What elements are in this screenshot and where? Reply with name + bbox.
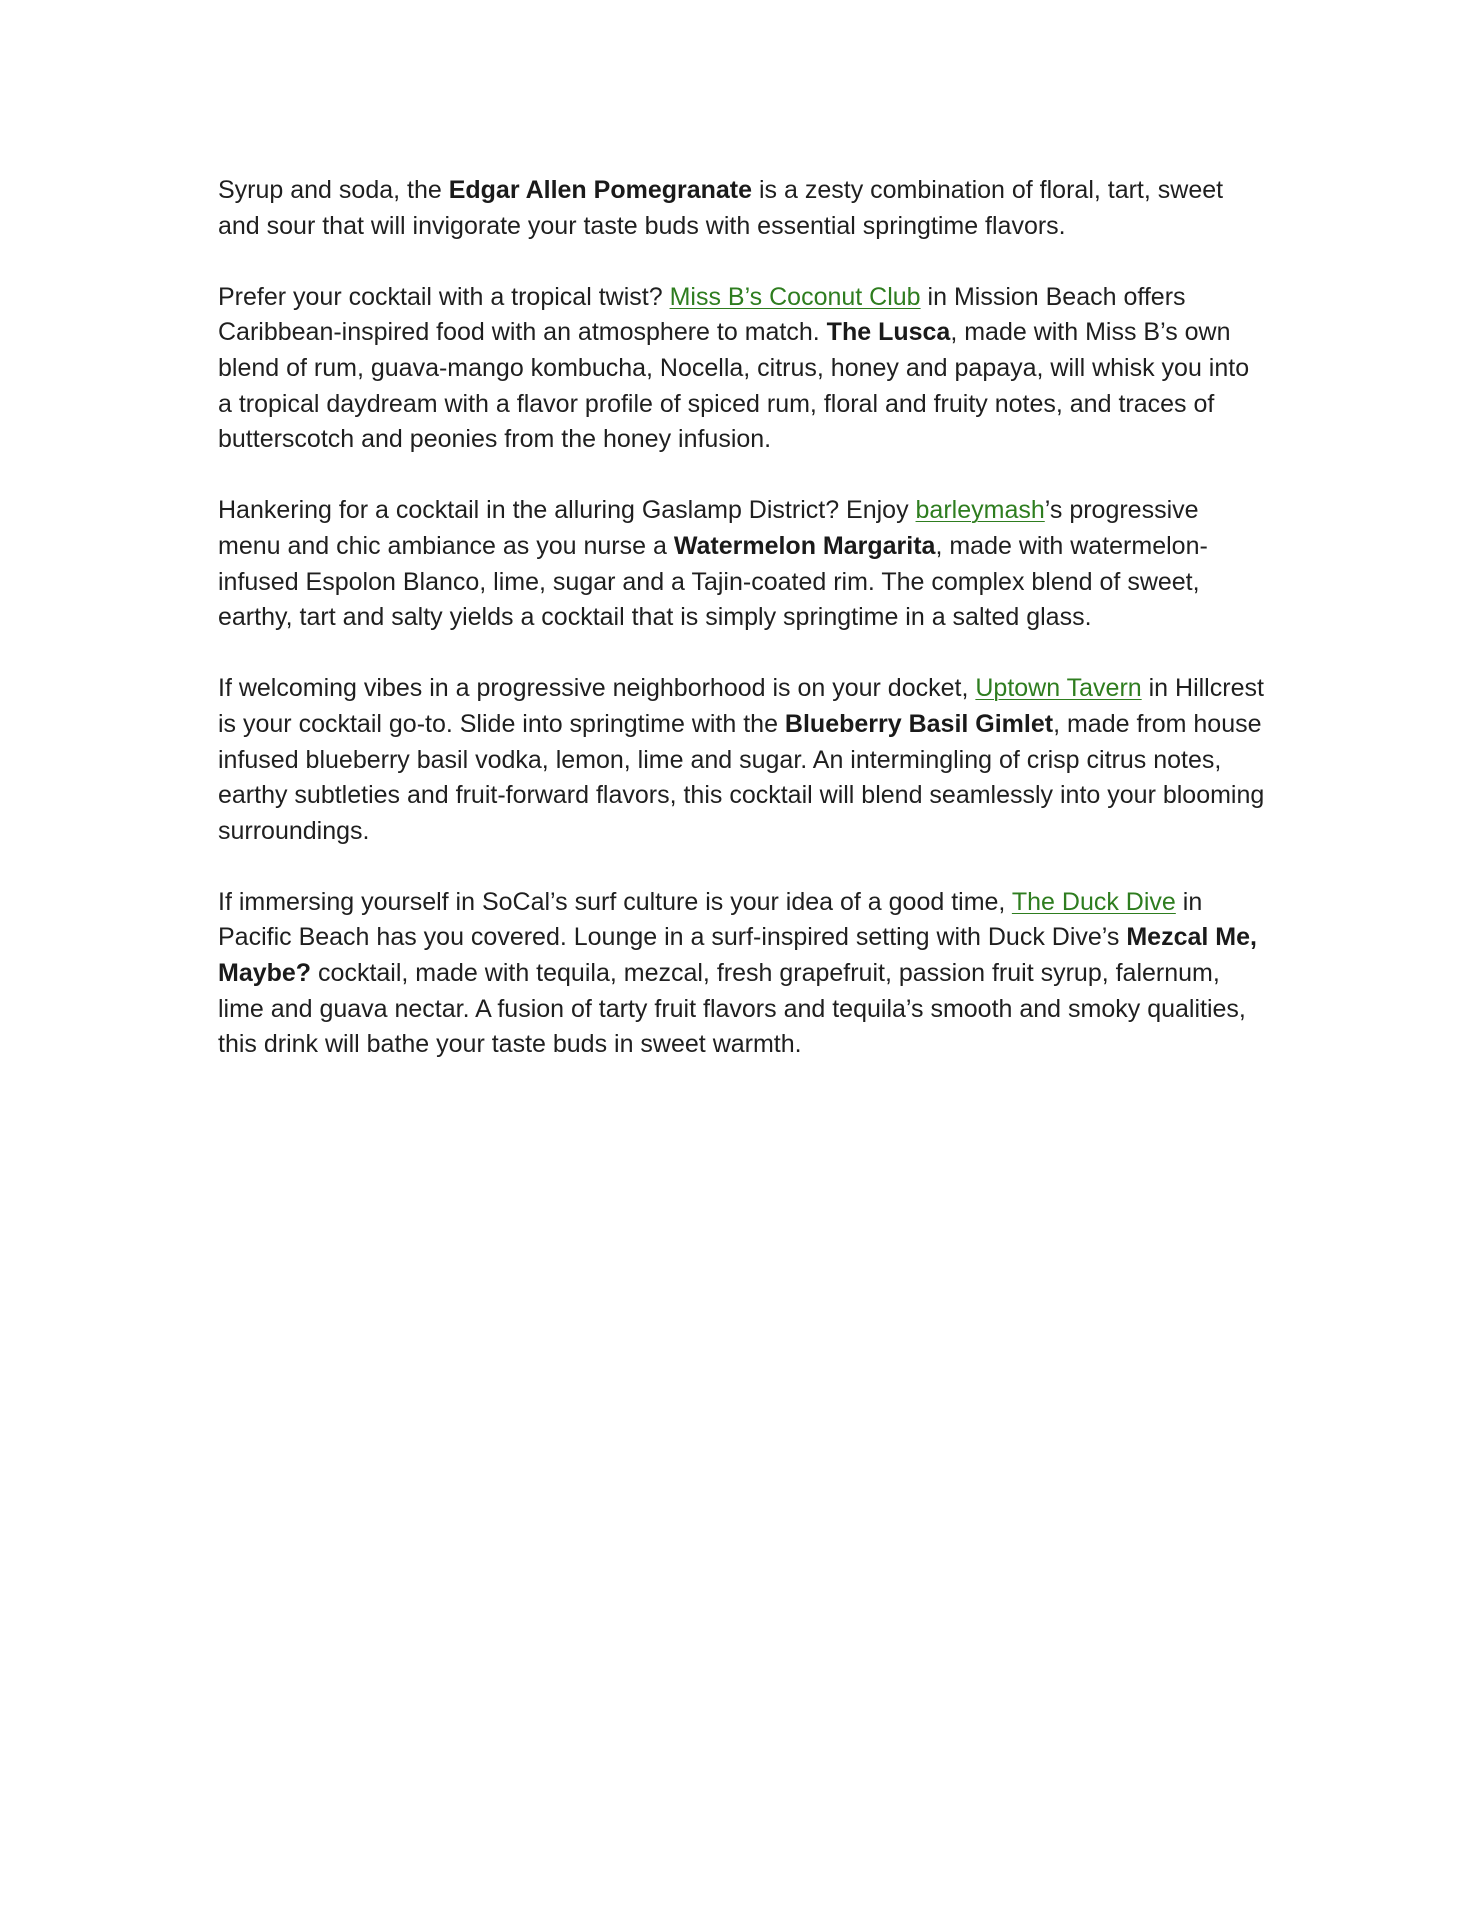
cocktail-name: Blueberry Basil Gimlet (784, 709, 1054, 738)
text-run: ’s progressive menu and chic ambiance as you nurse a (218, 496, 1199, 560)
text-run: , made with watermelon-infused Espolon Blanco, lime, sugar and a Tajin-coated rim. The complex blend of sweet, earthy, tart and salty yields a cocktail that is simply springtime in a salted glass. (218, 531, 1208, 632)
text-run: is a zesty combination of floral, tart, sweet and sour that will invigorate your taste buds with essential springtime flavors. (218, 176, 1224, 240)
link-the-duck-dive[interactable]: The Duck Dive (1011, 887, 1176, 916)
document-body (218, 173, 1268, 1098)
text-run: in Mission Beach offers Caribbean-inspired food with an atmosphere to match. (218, 282, 1186, 347)
text-run: Prefer your cocktail with a tropical twist? (218, 282, 670, 311)
text-run: cocktail, made with tequila, mezcal, fresh grapefruit, passion fruit syrup, falernum, lime and guava nectar. A fusion of tarty fruit flavors and tequila’s smooth and smoky qualities, this drink will bathe your taste buds in sweet warmth. (218, 959, 1246, 1059)
paragraph-watermelon-margarita (218, 493, 1268, 635)
paragraph-the-lusca (218, 280, 1268, 458)
link-barleymash[interactable]: barleymash (915, 496, 1045, 525)
text-run: , made from house infused blueberry basil vodka, lemon, lime and sugar. An intermingling of crisp citrus notes, earthy subtleties and fruit-forward flavors, this cocktail will blend seamlessly into your blooming surroundings. (218, 709, 1265, 845)
text-run: Syrup and soda, the (218, 176, 449, 204)
link-uptown-tavern[interactable]: Uptown Tavern (975, 674, 1142, 703)
cocktail-name: Edgar Allen Pomegranate (448, 176, 753, 204)
text-run: in Hillcrest is your cocktail go-to. Slide into springtime with the (218, 674, 1264, 738)
cocktail-name: The Lusca (826, 318, 951, 347)
text-run: If immersing yourself in SoCal’s surf culture is your idea of a good time, (218, 887, 1012, 916)
text-run: Hankering for a cocktail in the alluring Gaslamp District? Enjoy (218, 496, 916, 525)
paragraph-mezcal-me-maybe (218, 885, 1268, 1063)
cocktail-name: Watermelon Margarita (673, 531, 936, 560)
paragraph-edgar-allen-pomegranate (218, 173, 1268, 244)
link-miss-bs-coconut-club[interactable]: Miss B’s Coconut Club (669, 282, 921, 311)
text-run: in Pacific Beach has you covered. Lounge in a surf-inspired setting with Duck Dive’s (218, 887, 1203, 952)
text-run: If welcoming vibes in a progressive neighborhood is on your docket, (218, 674, 976, 703)
cocktail-name: Mezcal Me, Maybe? (218, 923, 1257, 988)
paragraph-blueberry-basil-gimlet (218, 671, 1268, 849)
text-run: , made with Miss B’s own blend of rum, guava-mango kombucha, Nocella, citrus, honey and papaya, will whisk you into a tropical daydream with a flavor profile of spiced rum, floral and fruity notes, and traces of butterscotch and peonies from the honey infusion. (218, 318, 1250, 454)
